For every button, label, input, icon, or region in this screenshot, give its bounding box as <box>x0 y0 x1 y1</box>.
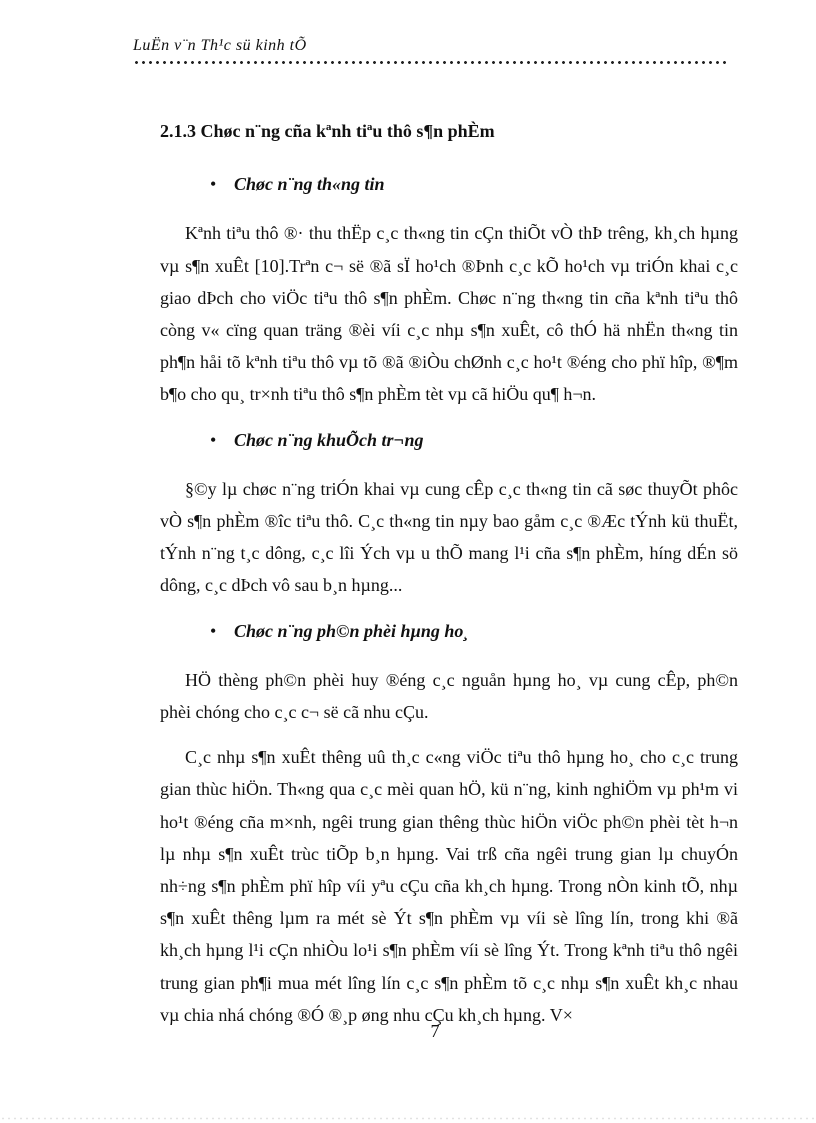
page-body <box>160 115 738 1044</box>
bullet-text: Chøc n¨ng khuÕch tr¬ng <box>234 429 424 450</box>
paragraph: C¸c nhµ s¶n xuÊt thêng uû th¸c c«ng viÖc tiªu thô hµng ho¸ cho c¸c trung gian thùc hiÖn. Th«ng qua c¸c mèi quan hÖ, kü n¨ng, kinh nghiÖm vµ ph¹m vi ho¹t ®éng cña m×nh, ngêi trung gian thêng thùc hiÖn viÖc ph©n phèi tèt h¬n lµ nhµ s¶n xuÊt trùc tiÕp b¸n hµng. Vai trß cña ngêi trung gian lµ chuyÓn nh÷ng s¶n phÈm phï hîp víi yªu cÇu cña kh¸ch hµng. Trong nÒn kinh tÕ, nhµ s¶n xuÊt thêng lµm ra mét sè Ýt s¶n phÈm vµ víi sè lîng lín, trong khi ®ã kh¸ch hµng l¹i cÇn nhiÒu lo¹i s¶n phÈm víi sè lîng Ýt. Trong kªnh tiªu thô ngêi trung gian ph¶i mua mét lîng lín c¸c s¶n phÈm tõ c¸c nhµ s¶n xuÊt kh¸c nhau vµ chia nhá chóng ®Ó ®¸p øng nhu cÇu kh¸ch hµng. V× <box>160 747 738 1025</box>
paragraph: §©y lµ chøc n¨ng triÓn khai vµ cung cÊp c¸c th«ng tin cã søc thuyÕt phôc vÒ s¶n phÈm ®îc tiªu thô. C¸c th«ng tin nµy bao gåm c¸c ®Æc tÝnh kü thuËt, tÝnh n¨ng t¸c dông, c¸c lîi Ých vµ u thÕ mang l¹i cña s¶n phÈm, híng dÉn sö dông, c¸c dÞch vô sau b¸n hµng... <box>160 478 738 596</box>
header-dotted-rule <box>133 60 727 65</box>
bullet-dot-icon: • <box>210 620 217 641</box>
page-number: 7 <box>430 1021 440 1041</box>
bullet-heading <box>160 168 738 200</box>
paragraph: HÖ thèng ph©n phèi huy ®éng c¸c nguån hµng ho¸ vµ cung cÊp, ph©n phèi chóng cho c¸c c¬ së cã nhu cÇu. <box>160 669 738 723</box>
running-header: LuËn v¨n Th¹c sü kinh tÕ <box>133 37 307 54</box>
bullet-heading <box>160 424 738 456</box>
paragraph: Kªnh tiªu thô ®· thu thËp c¸c th«ng tin cÇn thiÕt vÒ thÞ trêng, kh¸ch hµng vµ s¶n xuÊt [10].Trªn c¬ së ®ã sÏ ho¹ch ®Þnh c¸c kÕ ho¹ch vµ triÓn khai c¸c giao dÞch cho viÖc tiªu thô s¶n phÈm. Chøc n¨ng th«ng tin cña kªnh tiªu thô còng v« cïng quan träng ®èi víi c¸c nhµ s¶n xuÊt, cô thÓ hä nhËn th«ng tin ph¶n håi tõ kªnh tiªu thô vµ tõ ®ã ®iÒu chØnh c¸c ho¹t ®éng cho phï hîp, ®¶m b¶o cho qu¸ tr×nh tiªu thô s¶n phÈm tèt vµ cã hiÖu qu¶ h¬n. <box>160 223 738 405</box>
footer-dotted-rule <box>0 1117 816 1120</box>
bullet-text: Chøc n¨ng ph©n phèi hµng ho¸ <box>234 620 470 641</box>
section-heading: 2.1.3 Chøc n¨ng cña kªnh tiªu thô s¶n phÈm <box>160 121 495 141</box>
bullet-text: Chøc n¨ng th«ng tin <box>234 174 385 195</box>
bullet-dot-icon: • <box>210 429 217 450</box>
bullet-heading <box>160 615 738 647</box>
bullet-dot-icon: • <box>210 174 217 195</box>
